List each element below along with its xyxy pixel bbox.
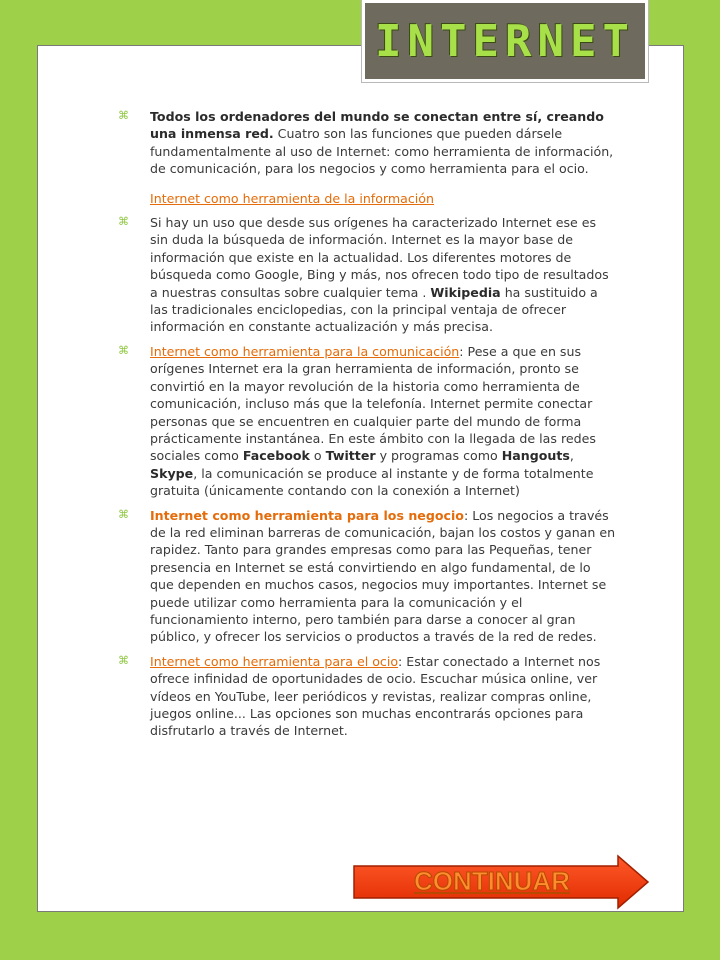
content xyxy=(118,108,618,747)
comm-text-5: , la comunicación se produce al instante y de forma totalmente gratuita (únicamente contando con la conexión a Internet) xyxy=(150,465,594,499)
wikipedia-bold: Wikipedia xyxy=(430,284,501,300)
page-title: INTERNET xyxy=(375,15,635,67)
list-item-leisure xyxy=(118,653,618,740)
info-text-1: Si hay un uso que desde sus orígenes ha caracterizado Internet ese es sin duda la búsqueda de información. Internet es la mayor base de información que existe en la actualidad. Los diferentes motores de búsqueda como Google, Bing y más, nos ofrecen todo tipo de resultados a nuestras consultas sobre cualquier tema . xyxy=(150,215,609,300)
communication-link[interactable]: Internet como herramienta para la comunicación xyxy=(150,343,460,359)
comm-text-1: : Pese a que en sus orígenes Internet era la gran herramienta de información, pronto se convirtió en la mayor revolución de la historia como herramienta de comunicación, incluso más que la telefonía. Internet permite conectar personas que se encuentren en cualquier parte del mundo de forma prácticamente instantánea. En este ámbito con la llegada de las redes sociales como xyxy=(150,343,596,464)
intro-bold: Todos los ordenadores del mundo se conectan entre sí, creando una inmensa red. xyxy=(150,109,604,142)
comm-text-3: y programas como xyxy=(375,448,502,464)
list-item-info xyxy=(118,214,618,336)
leisure-link[interactable]: Internet como herramienta para el ocio xyxy=(150,653,399,669)
bullet-icon: ⌘ xyxy=(118,215,129,229)
business-heading: Internet como herramienta para los negocio xyxy=(150,507,464,523)
leisure-text: : Estar conectado a Internet nos ofrece infinidad de oportunidades de ocio. Escuchar música online, ver vídeos en YouTube, leer periódicos y revistas, realizar compras online, juegos online... Las opciones son muchas encontrarás opciones para disfrutarlo a través de Internet. xyxy=(150,653,601,739)
bullet-icon: ⌘ xyxy=(118,507,129,521)
business-text: : Los negocios a través de la red eliminan barreras de comunicación, bajan los costos y ganan en rapidez. Tanto para grandes empresas como para las Pequeñas, tener presencia en Internet se está convirtiendo en algo fundamental, de lo que dependen en muchos casos, negocios muy importantes. Internet se puede utilizar como herramienta para la comunicación y el funcionamiento interno, pero también para darse a conocer al gran público, y ofrecer los servicios o productos a través de la red de redes. xyxy=(150,507,616,645)
bullet-icon: ⌘ xyxy=(118,653,129,667)
bullet-icon: ⌘ xyxy=(118,109,129,122)
intro-text: Cuatro son las funciones que pueden dársele fundamentalmente al uso de Internet: como herramienta de información, de comunicación, para los negocios y como herramienta para el ocio. xyxy=(150,126,614,177)
subheading-info xyxy=(118,190,618,207)
bullet-icon: ⌘ xyxy=(118,343,129,357)
continue-label: CONTINUAR xyxy=(414,866,570,896)
list-item-communication xyxy=(118,343,618,500)
facebook-bold: Facebook xyxy=(242,448,310,464)
title-box xyxy=(362,0,648,82)
list-item-business xyxy=(118,507,618,646)
hangouts-bold: Hangouts xyxy=(501,448,570,464)
comm-text-4: , xyxy=(569,448,574,464)
info-text-2: ha sustituido a las tradicionales enciclopedias, con la principal ventaja de ofrecer información en constante actualización y más precisa. xyxy=(150,284,598,335)
twitter-bold: Twitter xyxy=(325,448,376,464)
comm-text-2: o xyxy=(309,448,326,464)
continue-button[interactable] xyxy=(352,854,650,910)
skype-bold: Skype xyxy=(150,465,194,481)
list-item-intro xyxy=(118,108,618,178)
info-heading-link[interactable]: Internet como herramienta de la información xyxy=(150,190,434,206)
